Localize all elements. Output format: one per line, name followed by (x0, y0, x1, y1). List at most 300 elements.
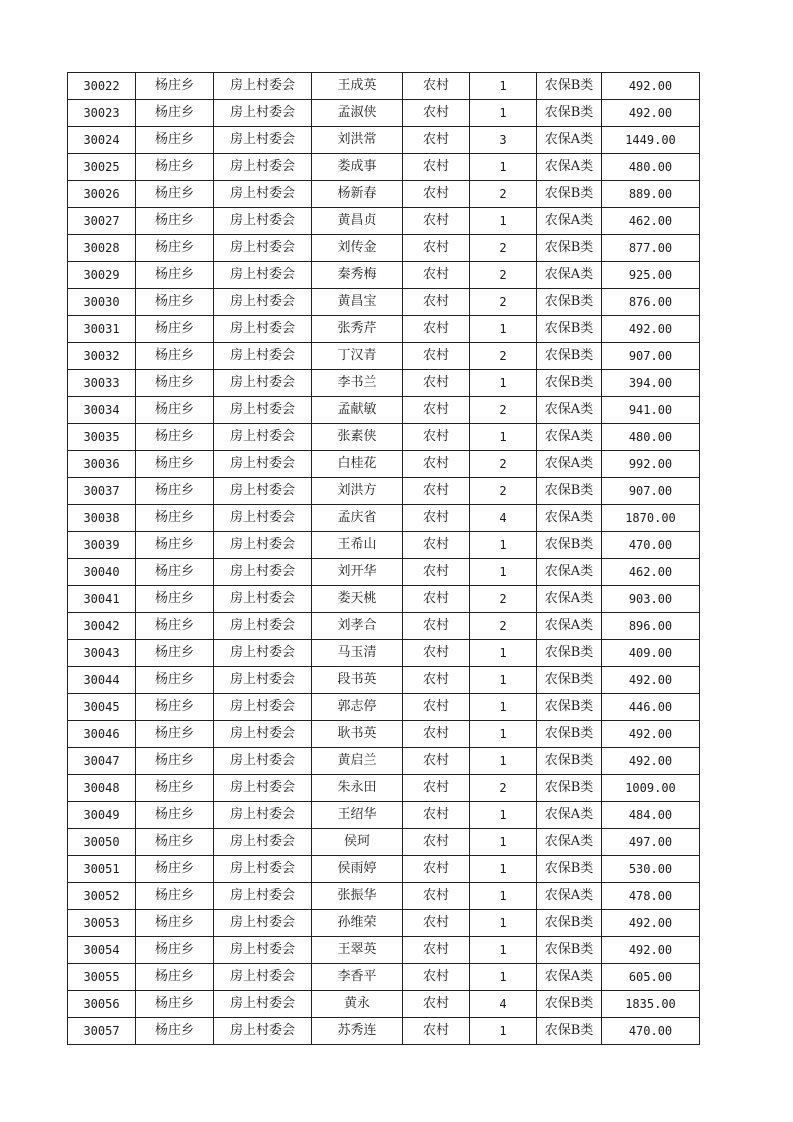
cell-count: 1 (470, 910, 537, 937)
cell-type: 农村 (403, 667, 470, 694)
cell-name: 苏秀连 (312, 1018, 403, 1045)
table-row (68, 235, 700, 262)
cell-name: 秦秀梅 (312, 262, 403, 289)
cell-township: 杨庄乡 (136, 208, 214, 235)
cell-category: 农保A类 (537, 559, 602, 586)
cell-committee: 房上村委会 (214, 100, 312, 127)
cell-category: 农保A类 (537, 883, 602, 910)
cell-category: 农保B类 (537, 991, 602, 1018)
cell-township: 杨庄乡 (136, 181, 214, 208)
cell-amount: 925.00 (602, 262, 700, 289)
table-row (68, 1018, 700, 1045)
cell-count: 1 (470, 370, 537, 397)
cell-name: 王翠英 (312, 937, 403, 964)
cell-type: 农村 (403, 694, 470, 721)
cell-category: 农保B类 (537, 640, 602, 667)
cell-township: 杨庄乡 (136, 343, 214, 370)
cell-count: 1 (470, 73, 537, 100)
table-row (68, 154, 700, 181)
cell-count: 2 (470, 586, 537, 613)
cell-category: 农保A类 (537, 127, 602, 154)
cell-type: 农村 (403, 586, 470, 613)
cell-township: 杨庄乡 (136, 775, 214, 802)
cell-township: 杨庄乡 (136, 937, 214, 964)
cell-amount: 484.00 (602, 802, 700, 829)
cell-township: 杨庄乡 (136, 910, 214, 937)
cell-category: 农保A类 (537, 964, 602, 991)
cell-category: 农保B类 (537, 316, 602, 343)
cell-amount: 992.00 (602, 451, 700, 478)
cell-type: 农村 (403, 937, 470, 964)
table-row (68, 775, 700, 802)
cell-amount: 896.00 (602, 613, 700, 640)
cell-count: 2 (470, 289, 537, 316)
cell-amount: 497.00 (602, 829, 700, 856)
cell-count: 1 (470, 856, 537, 883)
table-row (68, 478, 700, 505)
cell-category: 农保B类 (537, 235, 602, 262)
cell-name: 张振华 (312, 883, 403, 910)
cell-name: 王成英 (312, 73, 403, 100)
cell-amount: 462.00 (602, 208, 700, 235)
cell-id: 30026 (68, 181, 136, 208)
cell-township: 杨庄乡 (136, 397, 214, 424)
cell-committee: 房上村委会 (214, 316, 312, 343)
cell-type: 农村 (403, 262, 470, 289)
table-row (68, 694, 700, 721)
cell-type: 农村 (403, 127, 470, 154)
table-row (68, 127, 700, 154)
cell-amount: 492.00 (602, 316, 700, 343)
cell-category: 农保B类 (537, 1018, 602, 1045)
cell-count: 1 (470, 667, 537, 694)
cell-amount: 492.00 (602, 937, 700, 964)
cell-id: 30033 (68, 370, 136, 397)
cell-township: 杨庄乡 (136, 829, 214, 856)
cell-count: 1 (470, 883, 537, 910)
cell-name: 刘孝合 (312, 613, 403, 640)
cell-id: 30042 (68, 613, 136, 640)
cell-name: 马玉清 (312, 640, 403, 667)
cell-category: 农保B类 (537, 694, 602, 721)
table-row (68, 883, 700, 910)
table-row (68, 910, 700, 937)
cell-name: 张秀芹 (312, 316, 403, 343)
cell-count: 3 (470, 127, 537, 154)
table-row (68, 262, 700, 289)
cell-name: 娄天桃 (312, 586, 403, 613)
cell-category: 农保A类 (537, 829, 602, 856)
cell-name: 段书英 (312, 667, 403, 694)
cell-category: 农保A类 (537, 424, 602, 451)
cell-committee: 房上村委会 (214, 613, 312, 640)
cell-committee: 房上村委会 (214, 262, 312, 289)
cell-count: 1 (470, 1018, 537, 1045)
cell-category: 农保B类 (537, 343, 602, 370)
cell-id: 30025 (68, 154, 136, 181)
cell-id: 30040 (68, 559, 136, 586)
cell-amount: 409.00 (602, 640, 700, 667)
cell-id: 30048 (68, 775, 136, 802)
cell-id: 30052 (68, 883, 136, 910)
cell-category: 农保B类 (537, 181, 602, 208)
cell-amount: 470.00 (602, 1018, 700, 1045)
cell-type: 农村 (403, 424, 470, 451)
cell-category: 农保B类 (537, 478, 602, 505)
cell-category: 农保B类 (537, 532, 602, 559)
cell-type: 农村 (403, 559, 470, 586)
cell-amount: 889.00 (602, 181, 700, 208)
cell-type: 农村 (403, 451, 470, 478)
cell-count: 1 (470, 829, 537, 856)
cell-committee: 房上村委会 (214, 559, 312, 586)
table-body (68, 73, 700, 1045)
cell-category: 农保B类 (537, 910, 602, 937)
table-row (68, 559, 700, 586)
cell-township: 杨庄乡 (136, 883, 214, 910)
cell-amount: 1009.00 (602, 775, 700, 802)
cell-amount: 470.00 (602, 532, 700, 559)
cell-township: 杨庄乡 (136, 127, 214, 154)
cell-township: 杨庄乡 (136, 748, 214, 775)
cell-committee: 房上村委会 (214, 505, 312, 532)
cell-id: 30053 (68, 910, 136, 937)
cell-id: 30049 (68, 802, 136, 829)
cell-count: 1 (470, 721, 537, 748)
cell-category: 农保B类 (537, 937, 602, 964)
table-row (68, 289, 700, 316)
cell-type: 农村 (403, 964, 470, 991)
cell-type: 农村 (403, 208, 470, 235)
cell-type: 农村 (403, 235, 470, 262)
cell-committee: 房上村委会 (214, 154, 312, 181)
cell-committee: 房上村委会 (214, 883, 312, 910)
cell-count: 2 (470, 478, 537, 505)
cell-name: 王绍华 (312, 802, 403, 829)
cell-amount: 903.00 (602, 586, 700, 613)
cell-township: 杨庄乡 (136, 505, 214, 532)
cell-type: 农村 (403, 73, 470, 100)
cell-count: 1 (470, 208, 537, 235)
table-row (68, 856, 700, 883)
cell-committee: 房上村委会 (214, 127, 312, 154)
cell-id: 30035 (68, 424, 136, 451)
cell-id: 30045 (68, 694, 136, 721)
cell-committee: 房上村委会 (214, 856, 312, 883)
cell-count: 1 (470, 694, 537, 721)
cell-count: 2 (470, 613, 537, 640)
cell-township: 杨庄乡 (136, 667, 214, 694)
table-row (68, 424, 700, 451)
table-row (68, 802, 700, 829)
cell-count: 1 (470, 154, 537, 181)
cell-committee: 房上村委会 (214, 397, 312, 424)
cell-amount: 492.00 (602, 667, 700, 694)
table-row (68, 991, 700, 1018)
cell-category: 农保A类 (537, 586, 602, 613)
table-row (68, 505, 700, 532)
cell-category: 农保A类 (537, 154, 602, 181)
cell-category: 农保A类 (537, 613, 602, 640)
cell-township: 杨庄乡 (136, 721, 214, 748)
cell-name: 朱永田 (312, 775, 403, 802)
cell-township: 杨庄乡 (136, 478, 214, 505)
cell-category: 农保B类 (537, 370, 602, 397)
cell-type: 农村 (403, 856, 470, 883)
cell-committee: 房上村委会 (214, 478, 312, 505)
cell-type: 农村 (403, 883, 470, 910)
table-row (68, 316, 700, 343)
cell-type: 农村 (403, 370, 470, 397)
cell-township: 杨庄乡 (136, 73, 214, 100)
cell-category: 农保B类 (537, 73, 602, 100)
cell-type: 农村 (403, 748, 470, 775)
cell-committee: 房上村委会 (214, 910, 312, 937)
cell-id: 30031 (68, 316, 136, 343)
cell-township: 杨庄乡 (136, 235, 214, 262)
cell-name: 黄永 (312, 991, 403, 1018)
cell-name: 张素侠 (312, 424, 403, 451)
cell-amount: 907.00 (602, 343, 700, 370)
table-row (68, 640, 700, 667)
cell-count: 1 (470, 100, 537, 127)
cell-id: 30028 (68, 235, 136, 262)
cell-id: 30041 (68, 586, 136, 613)
table-row (68, 343, 700, 370)
cell-committee: 房上村委会 (214, 1018, 312, 1045)
table-row (68, 748, 700, 775)
cell-type: 农村 (403, 640, 470, 667)
cell-name: 白桂花 (312, 451, 403, 478)
cell-name: 郭志停 (312, 694, 403, 721)
cell-count: 4 (470, 505, 537, 532)
cell-committee: 房上村委会 (214, 181, 312, 208)
table-row (68, 964, 700, 991)
cell-type: 农村 (403, 829, 470, 856)
cell-name: 孟献敏 (312, 397, 403, 424)
cell-township: 杨庄乡 (136, 1018, 214, 1045)
cell-amount: 605.00 (602, 964, 700, 991)
cell-id: 30047 (68, 748, 136, 775)
cell-committee: 房上村委会 (214, 343, 312, 370)
table-row (68, 721, 700, 748)
cell-committee: 房上村委会 (214, 73, 312, 100)
cell-name: 黄昌宝 (312, 289, 403, 316)
cell-township: 杨庄乡 (136, 640, 214, 667)
cell-category: 农保B类 (537, 856, 602, 883)
cell-type: 农村 (403, 289, 470, 316)
cell-category: 农保A类 (537, 262, 602, 289)
cell-amount: 462.00 (602, 559, 700, 586)
cell-id: 30056 (68, 991, 136, 1018)
cell-type: 农村 (403, 721, 470, 748)
cell-type: 农村 (403, 316, 470, 343)
cell-type: 农村 (403, 100, 470, 127)
cell-type: 农村 (403, 775, 470, 802)
cell-amount: 1835.00 (602, 991, 700, 1018)
cell-category: 农保B类 (537, 667, 602, 694)
cell-township: 杨庄乡 (136, 694, 214, 721)
cell-category: 农保B类 (537, 721, 602, 748)
cell-amount: 478.00 (602, 883, 700, 910)
cell-count: 2 (470, 397, 537, 424)
cell-count: 1 (470, 802, 537, 829)
cell-id: 30023 (68, 100, 136, 127)
cell-committee: 房上村委会 (214, 964, 312, 991)
table-row (68, 181, 700, 208)
beneficiary-table (67, 72, 700, 1045)
cell-id: 30022 (68, 73, 136, 100)
cell-township: 杨庄乡 (136, 100, 214, 127)
cell-count: 1 (470, 316, 537, 343)
cell-count: 1 (470, 559, 537, 586)
cell-id: 30057 (68, 1018, 136, 1045)
cell-name: 孟淑侠 (312, 100, 403, 127)
cell-type: 农村 (403, 154, 470, 181)
cell-category: 农保A类 (537, 802, 602, 829)
cell-count: 4 (470, 991, 537, 1018)
cell-township: 杨庄乡 (136, 262, 214, 289)
cell-type: 农村 (403, 532, 470, 559)
cell-amount: 446.00 (602, 694, 700, 721)
cell-township: 杨庄乡 (136, 559, 214, 586)
cell-township: 杨庄乡 (136, 856, 214, 883)
cell-count: 1 (470, 964, 537, 991)
cell-name: 李香平 (312, 964, 403, 991)
cell-amount: 394.00 (602, 370, 700, 397)
cell-type: 农村 (403, 613, 470, 640)
table-row (68, 397, 700, 424)
cell-committee: 房上村委会 (214, 829, 312, 856)
cell-type: 农村 (403, 910, 470, 937)
cell-type: 农村 (403, 802, 470, 829)
cell-id: 30030 (68, 289, 136, 316)
cell-category: 农保B类 (537, 748, 602, 775)
cell-amount: 492.00 (602, 910, 700, 937)
cell-committee: 房上村委会 (214, 748, 312, 775)
cell-committee: 房上村委会 (214, 289, 312, 316)
cell-amount: 941.00 (602, 397, 700, 424)
cell-id: 30032 (68, 343, 136, 370)
cell-type: 农村 (403, 397, 470, 424)
table-row (68, 829, 700, 856)
cell-count: 1 (470, 937, 537, 964)
cell-count: 2 (470, 262, 537, 289)
cell-category: 农保B类 (537, 289, 602, 316)
cell-committee: 房上村委会 (214, 802, 312, 829)
cell-count: 2 (470, 343, 537, 370)
cell-committee: 房上村委会 (214, 640, 312, 667)
cell-count: 1 (470, 640, 537, 667)
cell-category: 农保B类 (537, 775, 602, 802)
cell-township: 杨庄乡 (136, 586, 214, 613)
cell-amount: 1449.00 (602, 127, 700, 154)
table-row (68, 370, 700, 397)
cell-committee: 房上村委会 (214, 667, 312, 694)
cell-id: 30055 (68, 964, 136, 991)
cell-township: 杨庄乡 (136, 613, 214, 640)
cell-name: 李书兰 (312, 370, 403, 397)
cell-amount: 876.00 (602, 289, 700, 316)
cell-committee: 房上村委会 (214, 721, 312, 748)
cell-type: 农村 (403, 343, 470, 370)
cell-id: 30051 (68, 856, 136, 883)
cell-category: 农保A类 (537, 397, 602, 424)
cell-type: 农村 (403, 1018, 470, 1045)
cell-name: 刘传金 (312, 235, 403, 262)
cell-committee: 房上村委会 (214, 424, 312, 451)
cell-id: 30038 (68, 505, 136, 532)
cell-name: 黄昌贞 (312, 208, 403, 235)
cell-id: 30029 (68, 262, 136, 289)
cell-category: 农保A类 (537, 451, 602, 478)
cell-category: 农保A类 (537, 505, 602, 532)
cell-township: 杨庄乡 (136, 154, 214, 181)
cell-township: 杨庄乡 (136, 451, 214, 478)
table-row (68, 73, 700, 100)
cell-committee: 房上村委会 (214, 235, 312, 262)
table-row (68, 613, 700, 640)
cell-township: 杨庄乡 (136, 802, 214, 829)
cell-township: 杨庄乡 (136, 964, 214, 991)
cell-amount: 480.00 (602, 424, 700, 451)
cell-count: 2 (470, 775, 537, 802)
cell-committee: 房上村委会 (214, 532, 312, 559)
cell-committee: 房上村委会 (214, 991, 312, 1018)
cell-name: 侯珂 (312, 829, 403, 856)
cell-id: 30044 (68, 667, 136, 694)
cell-name: 孟庆省 (312, 505, 403, 532)
cell-count: 1 (470, 748, 537, 775)
cell-type: 农村 (403, 478, 470, 505)
cell-amount: 492.00 (602, 100, 700, 127)
cell-amount: 492.00 (602, 721, 700, 748)
cell-amount: 877.00 (602, 235, 700, 262)
table-row (68, 451, 700, 478)
cell-category: 农保B类 (537, 100, 602, 127)
cell-id: 30027 (68, 208, 136, 235)
cell-id: 30034 (68, 397, 136, 424)
cell-township: 杨庄乡 (136, 424, 214, 451)
cell-committee: 房上村委会 (214, 694, 312, 721)
cell-township: 杨庄乡 (136, 532, 214, 559)
cell-committee: 房上村委会 (214, 208, 312, 235)
cell-id: 30036 (68, 451, 136, 478)
cell-type: 农村 (403, 991, 470, 1018)
cell-name: 刘洪方 (312, 478, 403, 505)
cell-count: 2 (470, 451, 537, 478)
cell-amount: 1870.00 (602, 505, 700, 532)
cell-township: 杨庄乡 (136, 991, 214, 1018)
cell-amount: 530.00 (602, 856, 700, 883)
cell-type: 农村 (403, 505, 470, 532)
cell-id: 30043 (68, 640, 136, 667)
table-row (68, 667, 700, 694)
cell-township: 杨庄乡 (136, 370, 214, 397)
cell-amount: 907.00 (602, 478, 700, 505)
cell-id: 30046 (68, 721, 136, 748)
cell-name: 王希山 (312, 532, 403, 559)
cell-amount: 480.00 (602, 154, 700, 181)
cell-committee: 房上村委会 (214, 937, 312, 964)
cell-name: 孙维荣 (312, 910, 403, 937)
cell-committee: 房上村委会 (214, 775, 312, 802)
cell-category: 农保A类 (537, 208, 602, 235)
cell-name: 娄成事 (312, 154, 403, 181)
table-row (68, 208, 700, 235)
cell-name: 黄启兰 (312, 748, 403, 775)
cell-name: 耿书英 (312, 721, 403, 748)
